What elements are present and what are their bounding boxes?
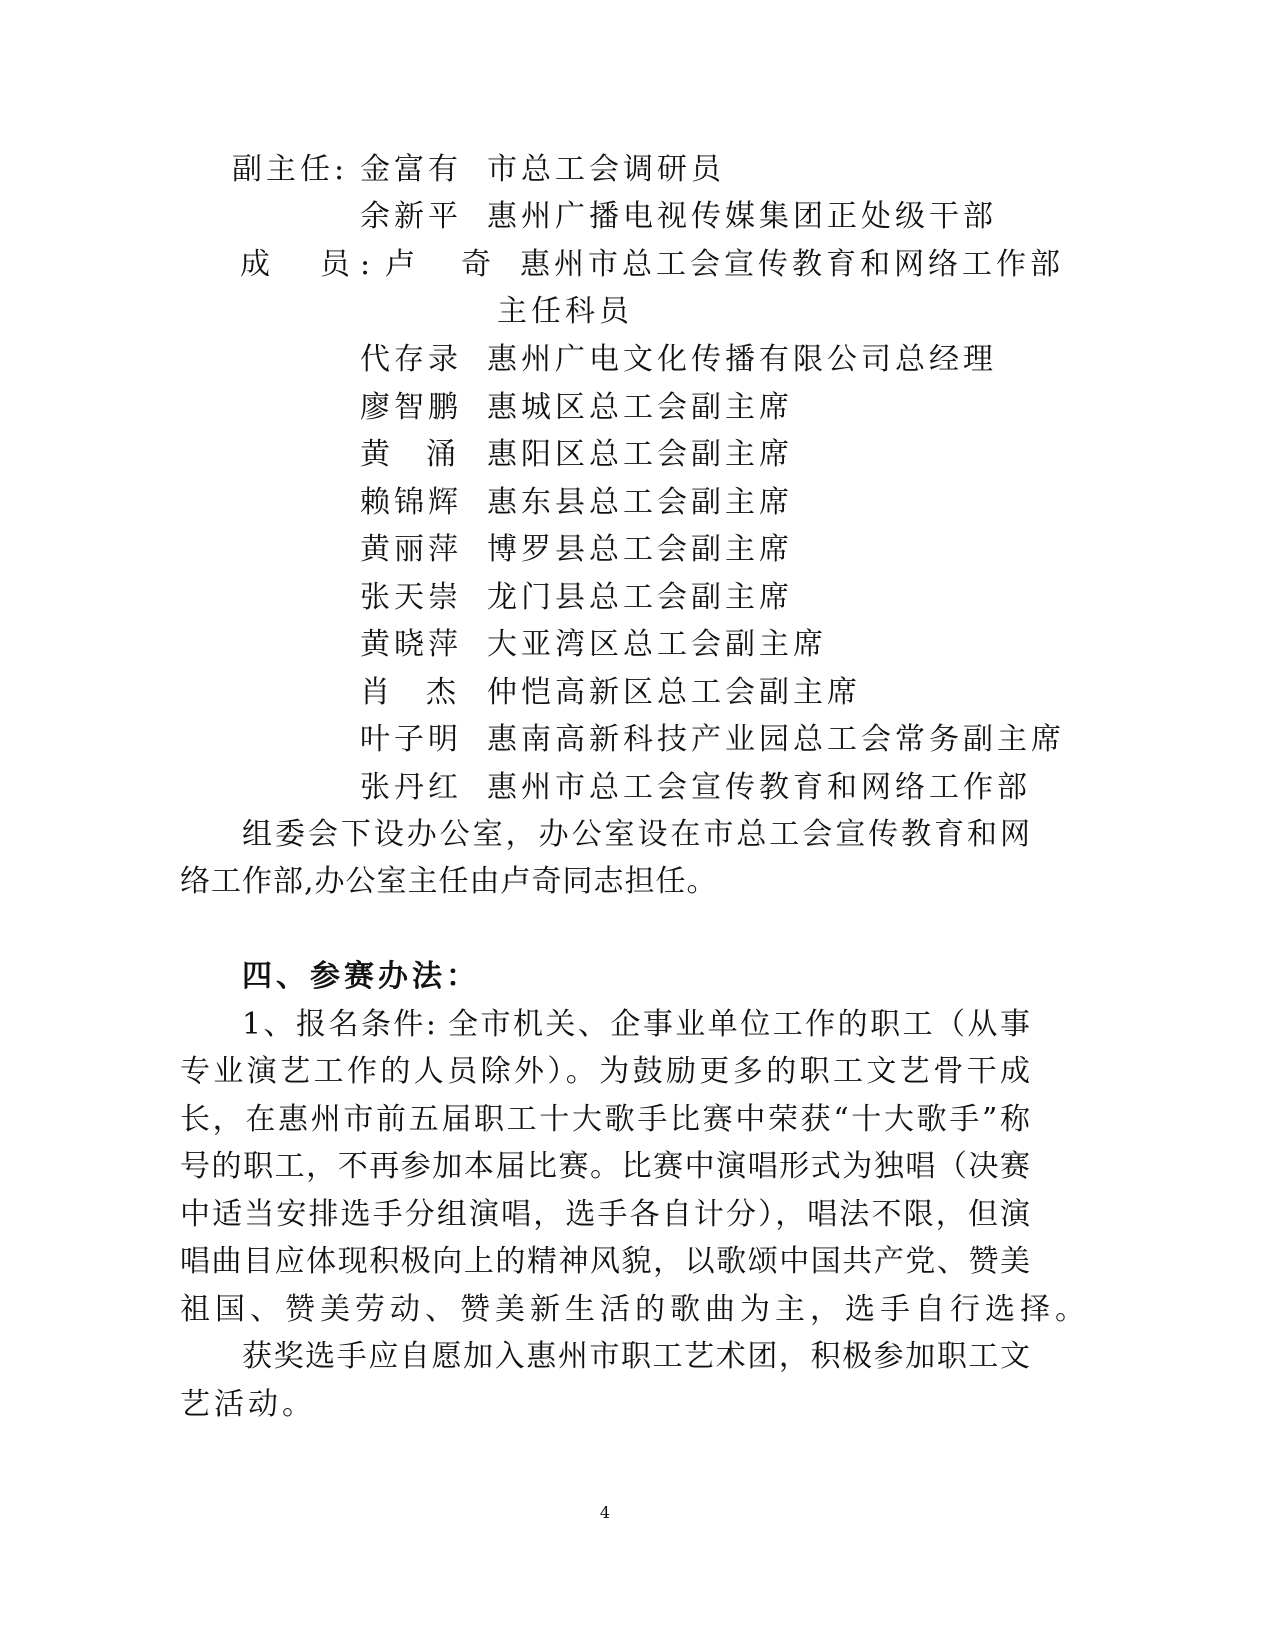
conditions-line: 祖国、赞美劳动、赞美新生活的歌曲为主，选手自行选择。 [180, 1292, 1090, 1327]
member-title: 惠阳区总工会副主席 [487, 437, 793, 472]
conditions-line: 中适当安排选手分组演唱，选手各自计分），唱法不限，但演 [180, 1197, 1030, 1232]
member-name: 张丹红 [360, 769, 462, 805]
member-name: 张天崇 [360, 579, 462, 615]
member-name: 黄晓萍 [360, 627, 462, 662]
conditions-line: 长，在惠州市前五届职工十大歌手比赛中荣获“十大歌手”称 [180, 1102, 1030, 1137]
member-title: 仲恺高新区总工会副主席 [487, 674, 861, 710]
member-name: 余新平 [360, 199, 462, 234]
member-name: 代存录 [360, 342, 462, 377]
member-title: 惠州市总工会宣传教育和网络工作部 [520, 247, 1064, 282]
member-title: 龙门县总工会副主席 [487, 579, 793, 615]
section-heading: 四、参赛办法： [242, 959, 480, 994]
member-name: 叶子明 [360, 722, 462, 757]
member-name: 肖 杰 [360, 674, 459, 710]
member-title-continued: 主任科员 [497, 294, 633, 329]
member-title: 博罗县总工会副主席 [487, 532, 793, 567]
award-line: 获奖选手应自愿加入惠州市职工艺术团，积极参加职工文 [242, 1339, 1030, 1374]
member-title: 惠南高新科技产业园总工会常务副主席 [487, 722, 1065, 757]
office-paragraph-line: 组委会下设办公室，办公室设在市总工会宣传教育和网 [242, 817, 1030, 852]
page-number: 4 [599, 1503, 611, 1522]
member-title: 惠州市总工会宣传教育和网络工作部 [487, 769, 1031, 805]
member-name: 黄 涌 [360, 437, 459, 472]
member-title: 惠州广播电视传媒集团正处级干部 [487, 199, 997, 234]
conditions-line: 专业演艺工作的人员除外）。为鼓励更多的职工文艺骨干成 [180, 1054, 1030, 1089]
conditions-line: 唱曲目应体现积极向上的精神风貌，以歌颂中国共产党、赞美 [180, 1244, 1030, 1279]
member-name: 黄丽萍 [360, 532, 462, 567]
member-title: 惠城区总工会副主席 [487, 389, 793, 425]
member-label: 成 员: [240, 247, 381, 282]
member-name: 金富有 [360, 152, 462, 187]
office-paragraph-line: 络工作部,办公室主任由卢奇同志担任。 [180, 864, 718, 899]
member-title: 惠州广电文化传播有限公司总经理 [487, 342, 997, 377]
member-name: 廖智鹏 [360, 389, 462, 425]
conditions-line: 号的职工，不再参加本届比赛。比赛中演唱形式为独唱（决赛 [180, 1149, 1030, 1184]
vice-director-label: 副主任: [232, 152, 349, 187]
member-title: 市总工会调研员 [487, 152, 725, 187]
member-name: 赖锦辉 [360, 484, 462, 520]
member-title: 惠东县总工会副主席 [487, 484, 793, 520]
member-name: 卢 奇 [385, 247, 499, 282]
award-line: 艺活动。 [180, 1387, 316, 1422]
conditions-line: 1、报名条件: 全市机关、企事业单位工作的职工（从事 [242, 1007, 1030, 1042]
member-title: 大亚湾区总工会副主席 [487, 627, 827, 662]
